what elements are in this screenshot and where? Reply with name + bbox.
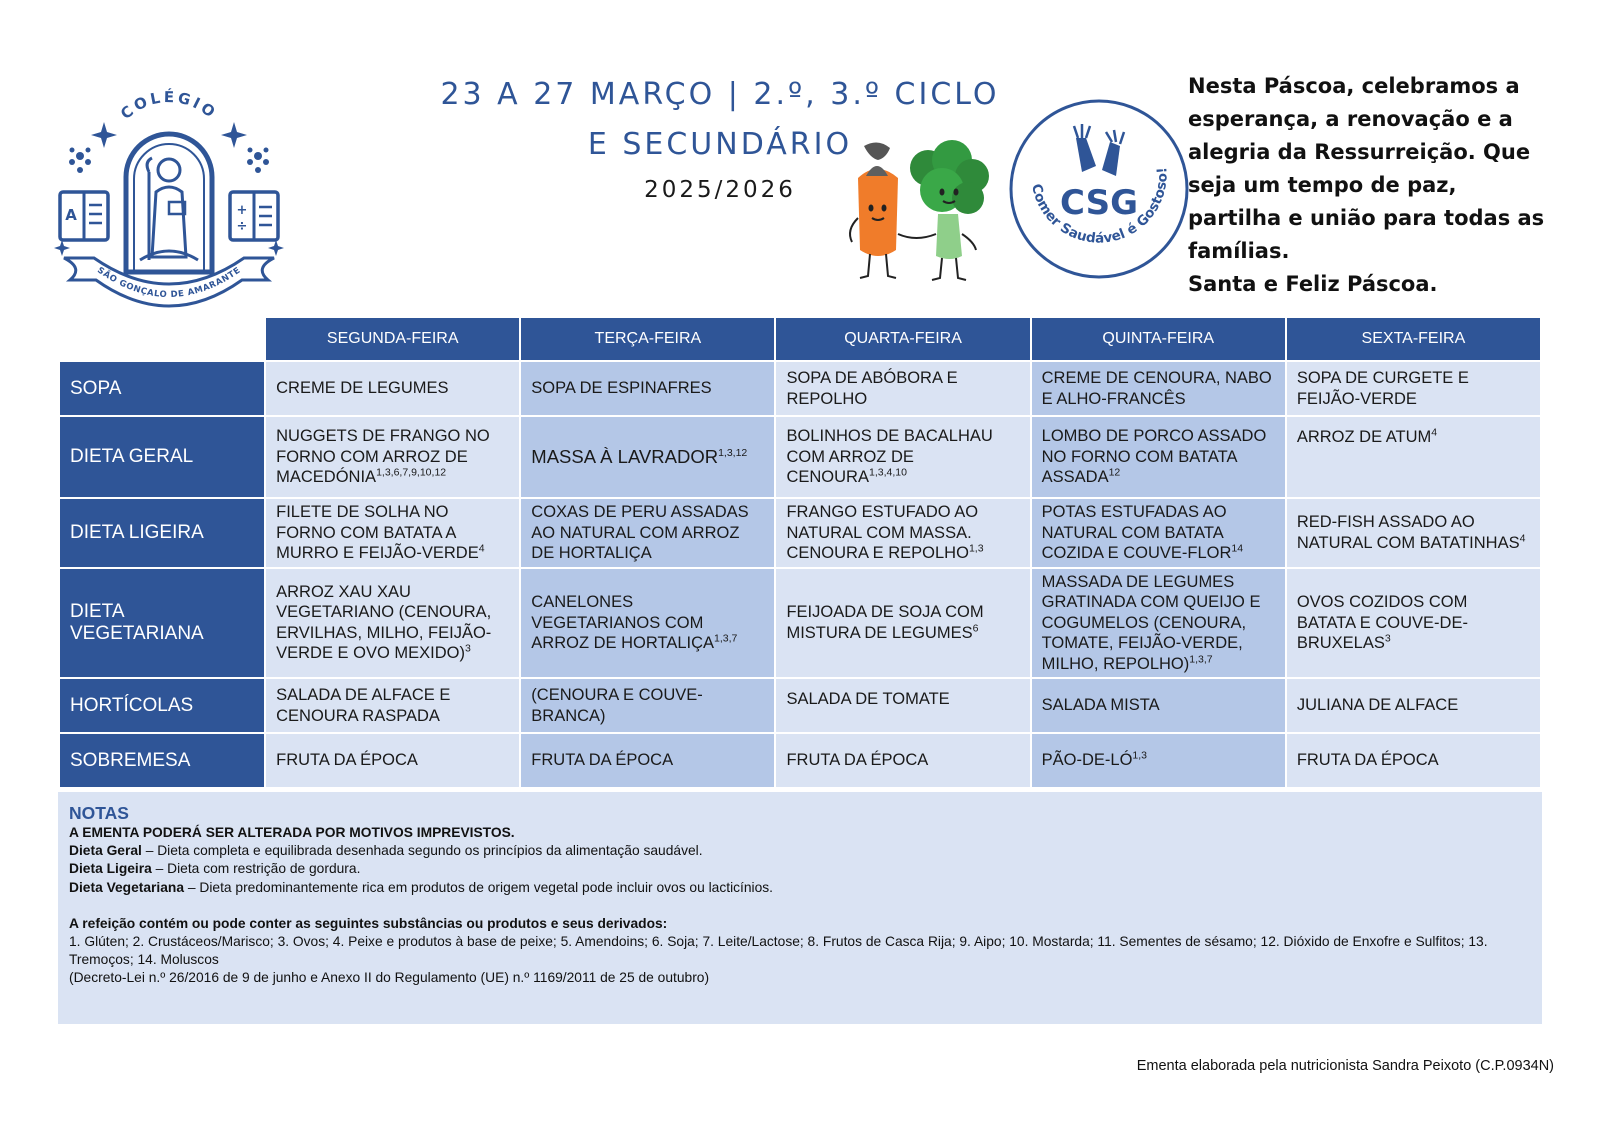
dish-cell: [265, 416, 520, 498]
dish-name: PÃO-DE-LÓ: [1041, 751, 1133, 770]
svg-text:COLÉGIO: [117, 87, 221, 123]
dish-name: LOMBO DE PORCO ASSADO NO FORNO COM BATATA ASSADA: [1041, 427, 1267, 487]
dish-name: FEIJOADA DE SOJA COM MISTURA DE LEGUMES: [786, 603, 984, 642]
dish-cell: [775, 733, 1030, 788]
dish-name: RED-FISH ASSADO AO NATURAL COM BATATINHAS: [1296, 513, 1520, 552]
dish-name: (CENOURA E COUVE-BRANCA): [531, 686, 703, 725]
menu-row-sobremesa: [59, 733, 1541, 788]
dish-name: SALADA DE ALFACE E CENOURA RASPADA: [276, 686, 451, 725]
allergen-codes: 3: [465, 642, 471, 655]
menu-row-dieta-geral: [59, 416, 1541, 498]
dish-cell: [775, 678, 1030, 733]
day-header-row: [59, 317, 1541, 361]
dish-name: FRUTA DA ÉPOCA: [1296, 751, 1439, 770]
dish-cell: [1031, 733, 1286, 788]
allergen-codes: 1,3,4,10: [868, 466, 907, 479]
csg-slogan: Comer Saudável é Gostoso!: [1028, 166, 1171, 247]
allergen-codes: 12: [1108, 466, 1121, 479]
dish-cell: [1031, 416, 1286, 498]
logo-text-bottom: SÃO GONÇALO DE AMARANTE: [95, 265, 243, 301]
dish-cell: [1286, 733, 1541, 788]
allergen-codes: 6: [972, 622, 979, 635]
dish-name: ARROZ DE ATUM: [1296, 428, 1432, 446]
dish-cell: [265, 568, 520, 679]
dish-name: CREME DE CENOURA, NABO E ALHO-FRANCÊS: [1041, 369, 1272, 408]
menu-row-sopa: [59, 361, 1541, 416]
day-header-wednesday: QUARTA-FEIRA: [775, 317, 1030, 361]
diet-name: Dieta Geral: [69, 843, 142, 859]
dish-name: MASSA À LAVRADOR: [531, 445, 719, 467]
logo-text-top: COLÉGIO: [117, 87, 221, 123]
dish-cell: [1031, 568, 1286, 679]
title-line-1: 23 A 27 MARÇO | 2.º, 3.º CICLO: [440, 77, 1000, 112]
diet-description: – Dieta completa e equilibrada desenhada segundo os princípios da alimentação saudável.: [141, 843, 703, 859]
diet-description: – Dieta com restrição de gordura.: [151, 861, 361, 877]
dish-cell: [1031, 498, 1286, 568]
easter-message-line: Nesta Páscoa, celebramos a: [1188, 74, 1520, 98]
day-header-friday: SEXTA-FEIRA: [1286, 317, 1541, 361]
row-label: SOBREMESA: [59, 733, 265, 788]
menu-row-horticolas: [59, 678, 1541, 733]
row-label: SOPA: [59, 361, 265, 416]
dish-name: BOLINHOS DE BACALHAU COM ARROZ DE CENOURA: [786, 427, 993, 487]
vegetable-mascots-illustration: [842, 138, 1002, 294]
easter-message-line: partilha e união para todas as: [1188, 206, 1545, 230]
dish-cell: [520, 361, 775, 416]
diet-description: – Dieta predominantemente rica em produtos de origem vegetal pode incluir ovos ou lacticínios.: [184, 879, 774, 895]
allergen-codes: 1,3: [968, 542, 984, 555]
easter-message: [1188, 70, 1560, 301]
dish-cell: [1286, 568, 1541, 679]
dish-name: CREME DE LEGUMES: [276, 379, 449, 398]
menu-row-dieta-vegetariana: [59, 568, 1541, 679]
diet-name: Dieta Vegetariana: [69, 879, 185, 895]
spacer: [69, 897, 1531, 915]
dish-name: NUGGETS DE FRANGO NO FORNO COM ARROZ DE MACEDÓNIA: [276, 427, 490, 487]
dish-cell: [265, 733, 520, 788]
school-year: 2025/2026: [644, 177, 796, 203]
easter-message-line: famílias.: [1188, 239, 1290, 263]
dish-cell: [520, 733, 775, 788]
allergen-codes: 4: [478, 542, 485, 555]
allergens-list: 1. Glúten; 2. Crustáceos/Marisco; 3. Ovos; 4. Peixe e produtos à base de peixe; 5. Amendoins; 6. Soja; 7. Leite/Lactose; 8. Frutos de Casca Rija; 9. Aipo; 10. Mostarda; 11. Sementes de sésamo; 12. Dióxido de Enxofre e Sulfitos; 13. Tremoços; 14. Moluscos: [69, 934, 1488, 968]
dish-cell: [520, 568, 775, 679]
row-label: DIETA LIGEIRA: [59, 498, 265, 568]
dish-cell: [1286, 678, 1541, 733]
dish-name: MASSADA DE LEGUMES GRATINADA COM QUEIJO E COGUMELOS (CENOURA, TOMATE, FEIJÃO-VERDE, MILHO, REPOLHO): [1041, 572, 1261, 673]
dish-cell: [1286, 498, 1541, 568]
easter-message-line: Santa e Feliz Páscoa.: [1188, 272, 1438, 296]
dish-cell: [520, 416, 775, 498]
school-logo: [54, 82, 284, 312]
dish-cell: [775, 568, 1030, 679]
table-corner: [59, 317, 265, 361]
svg-text:÷: ÷: [236, 219, 248, 234]
dish-cell: [775, 361, 1030, 416]
dish-name: SOPA DE ESPINAFRES: [531, 379, 712, 398]
dish-name: JULIANA DE ALFACE: [1296, 696, 1459, 715]
allergen-codes: 1,3: [1132, 749, 1148, 762]
diet-definition: [69, 842, 1531, 860]
easter-message-line: seja um tempo de paz,: [1188, 173, 1457, 197]
dish-name: SALADA DE TOMATE: [786, 690, 950, 708]
allergen-codes: 14: [1231, 542, 1244, 555]
dish-name: FILETE DE SOLHA NO FORNO COM BATATA A MURRO E FEIJÃO-VERDE: [276, 503, 479, 562]
dish-name: SALADA MISTA: [1041, 696, 1160, 715]
nutritionist-credit: Ementa elaborada pela nutricionista Sandra Peixoto (C.P.0934N): [1136, 1058, 1554, 1074]
allergens-heading: A refeição contém ou pode conter as seguintes substâncias ou produtos e seus derivados:: [69, 915, 668, 931]
dish-cell: [265, 361, 520, 416]
notes-warning: A EMENTA PODERÁ SER ALTERADA POR MOTIVOS IMPREVISTOS.: [69, 825, 515, 840]
dish-cell: [520, 678, 775, 733]
allergen-codes: 1,3,7: [714, 632, 738, 645]
dish-cell: [1031, 678, 1286, 733]
dish-name: CANELONES VEGETARIANOS COM ARROZ DE HORTALIÇA: [531, 593, 715, 652]
dish-cell: [775, 498, 1030, 568]
allergen-codes: 4: [1431, 426, 1438, 439]
dish-cell: [1286, 416, 1541, 498]
day-header-monday: SEGUNDA-FEIRA: [265, 317, 520, 361]
csg-badge-logo: [1006, 96, 1192, 282]
dish-cell: [1286, 361, 1541, 416]
dish-name: FRUTA DA ÉPOCA: [786, 751, 929, 770]
dish-name: COXAS DE PERU ASSADAS AO NATURAL COM ARROZ DE HORTALIÇA: [531, 503, 749, 562]
dish-name: POTAS ESTUFADAS AO NATURAL COM BATATA COZIDA E COUVE-FLOR: [1041, 503, 1232, 562]
dish-cell: [775, 416, 1030, 498]
dish-name: ARROZ XAU XAU VEGETARIANO (CENOURA, ERVILHAS, MILHO, FEIJÃO-VERDE E OVO MEXIDO): [276, 582, 492, 663]
dish-cell: [265, 678, 520, 733]
easter-message-line: alegria da Ressurreição. Que: [1188, 140, 1531, 164]
day-header-tuesday: TERÇA-FEIRA: [520, 317, 775, 361]
svg-text:A: A: [65, 206, 77, 224]
svg-text:+: +: [236, 203, 248, 218]
dish-name: FRUTA DA ÉPOCA: [276, 751, 418, 770]
row-label: DIETA VEGETARIANA: [59, 568, 265, 679]
allergen-codes: 1,3,6,7,9,10,12: [376, 466, 447, 479]
dish-cell: [520, 498, 775, 568]
allergen-codes: 1,3,12: [718, 446, 748, 459]
title-line-2: E SECUNDÁRIO: [587, 127, 853, 162]
menu-row-dieta-ligeira: [59, 498, 1541, 568]
easter-message-line: esperança, a renovação e a: [1188, 107, 1513, 131]
dish-name: SOPA DE ABÓBORA E REPOLHO: [786, 369, 958, 408]
allergen-codes: 4: [1519, 532, 1526, 545]
dish-name: OVOS COZIDOS COM BATATA E COUVE-DE-BRUXELAS: [1296, 593, 1468, 652]
dish-name: FRANGO ESTUFADO AO NATURAL COM MASSA. CENOURA E REPOLHO: [786, 503, 979, 562]
row-label: HORTÍCOLAS: [59, 678, 265, 733]
weekly-menu-table: [58, 316, 1542, 789]
dish-cell: [265, 498, 520, 568]
diet-definition: [69, 879, 1531, 897]
diet-name: Dieta Ligeira: [69, 861, 152, 877]
notes-panel: [58, 792, 1542, 1024]
csg-logo-text: CSG: [1060, 183, 1138, 223]
diet-definition: [69, 860, 1531, 878]
dish-cell: [1031, 361, 1286, 416]
allergen-codes: 1,3,7: [1189, 653, 1213, 665]
row-label: DIETA GERAL: [59, 416, 265, 498]
allergen-codes: 3: [1384, 632, 1391, 645]
legal-reference: (Decreto-Lei n.º 26/2016 de 9 de junho e Anexo II do Regulamento (UE) n.º 1169/2011 de 25 de outubro): [69, 970, 710, 986]
notes-title: NOTAS: [69, 803, 129, 823]
day-header-thursday: QUINTA-FEIRA: [1031, 317, 1286, 361]
dish-name: FRUTA DA ÉPOCA: [531, 751, 674, 770]
dish-name: SOPA DE CURGETE E FEIJÃO-VERDE: [1296, 369, 1469, 408]
